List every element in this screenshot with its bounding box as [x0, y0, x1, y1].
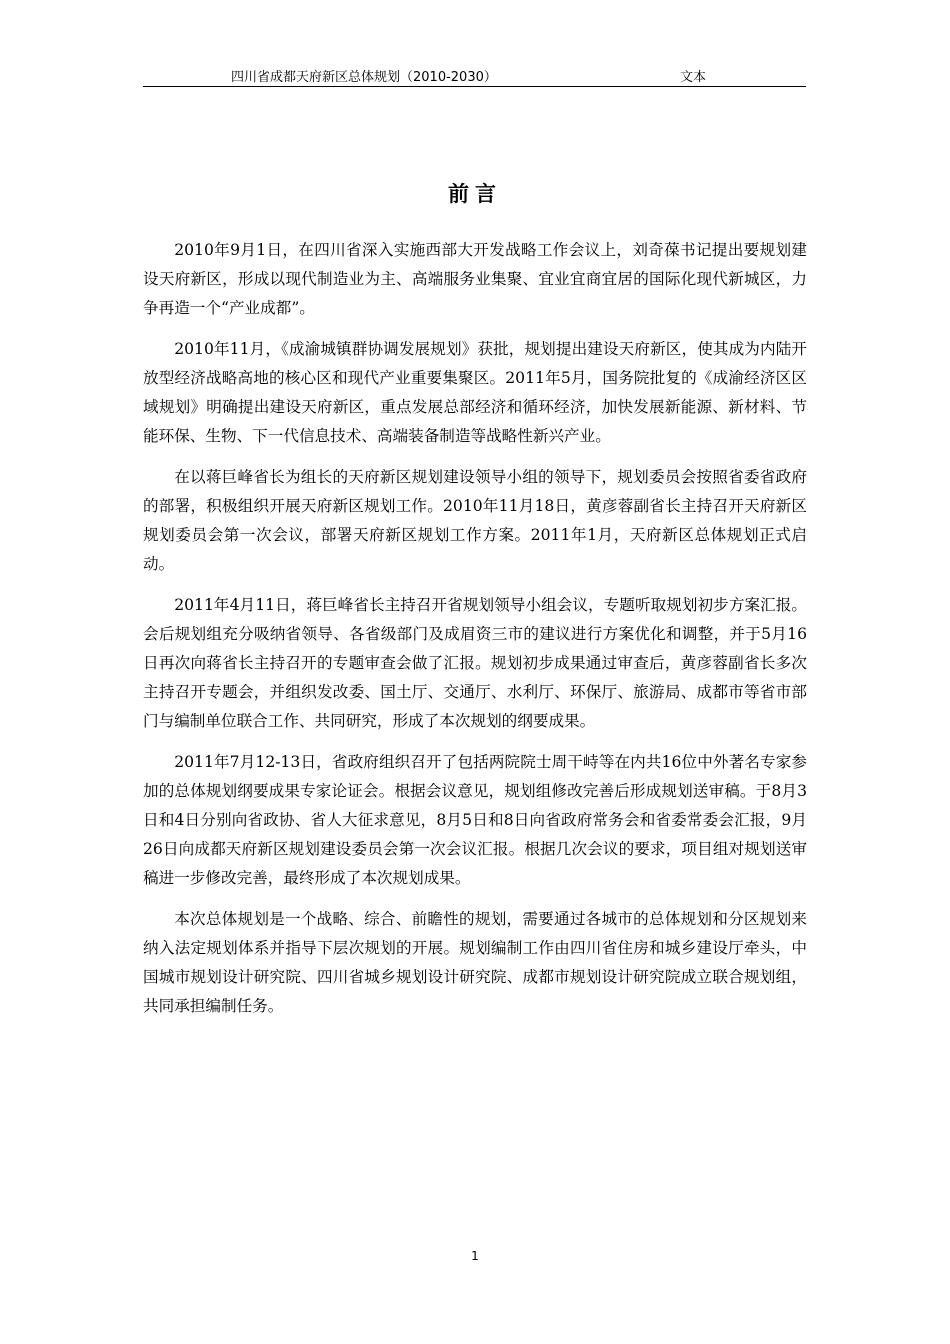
paragraph: 2010年11月，《成渝城镇群协调发展规划》获批，规划提出建设天府新区，使其成为内陆开放型经济战略高地的核心区和现代产业重要集聚区。2011年5月，国务院批复的《成渝经济区区域规划》明确提出建设天府新区，重点发展总部经济和循环经济，加快发展新能源、新材料、节能环保、生物、下一代信息技术、高端装备制造等战略性新兴产业。	[143, 340, 807, 445]
paragraph: 2011年7月12-13日，省政府组织召开了包括两院院士周干峙等在内共16位中外著名专家参加的总体规划纲要成果专家论证会。根据会议意见，规划组修改完善后形成规划送审稿。于8月3日和4日分别向省政协、省人大征求意见，8月5日和8日向省政府常务会和省委常委会汇报，9月26日向成都天府新区规划建设委员会第一次会议汇报。根据几次会议的要求，项目组对规划送审稿进一步修改完善，最终形成了本次规划成果。	[143, 753, 807, 887]
paragraph: 在以蒋巨峰省长为组长的天府新区规划建设领导小组的领导下，规划委员会按照省委省政府的部署，积极组织开展天府新区规划工作。2010年11月18日，黄彦蓉副省长主持召开天府新区规划委员会第一次会议，部署天府新区规划工作方案。2011年1月，天府新区总体规划正式启动。	[143, 468, 807, 573]
header-title: 四川省成都天府新区总体规划（2010-2030）	[231, 70, 497, 85]
paragraph: 2011年4月11日，蒋巨峰省长主持召开省规划领导小组会议，专题听取规划初步方案汇报。会后规划组充分吸纳省领导、各省级部门及成眉资三市的建议进行方案优化和调整，并于5月16日再次向蒋省长主持召开的专题审查会做了汇报。规划初步成果通过审查后，黄彦蓉副省长多次主持召开专题会，并组织发改委、国土厅、交通厅、水利厅、环保厅、旅游局、成都市等省市部门与编制单位联合工作、共同研究，形成了本次规划的纲要成果。	[143, 596, 807, 730]
paragraph: 2010年9月1日，在四川省深入实施西部大开发战略工作会议上，刘奇葆书记提出要规划建设天府新区，形成以现代制造业为主、高端服务业集聚、宜业宜商宜居的国际化现代新城区，力争再造一个“产业成都”。	[143, 241, 807, 317]
paragraph: 本次总体规划是一个战略、综合、前瞻性的规划，需要通过各城市的总体规划和分区规划来纳入法定规划体系并指导下层次规划的开展。规划编制工作由四川省住房和城乡建设厅牵头，中国城市规划设计研究院、四川省城乡规划设计研究院、成都市规划设计研究院成立联合规划组，共同承担编制任务。	[143, 910, 807, 1015]
page-header	[143, 66, 806, 87]
page-number: 1	[471, 1249, 479, 1263]
header-doc-type: 文本	[680, 70, 707, 85]
page-title: 前言	[448, 182, 502, 206]
body-text	[143, 236, 807, 1033]
